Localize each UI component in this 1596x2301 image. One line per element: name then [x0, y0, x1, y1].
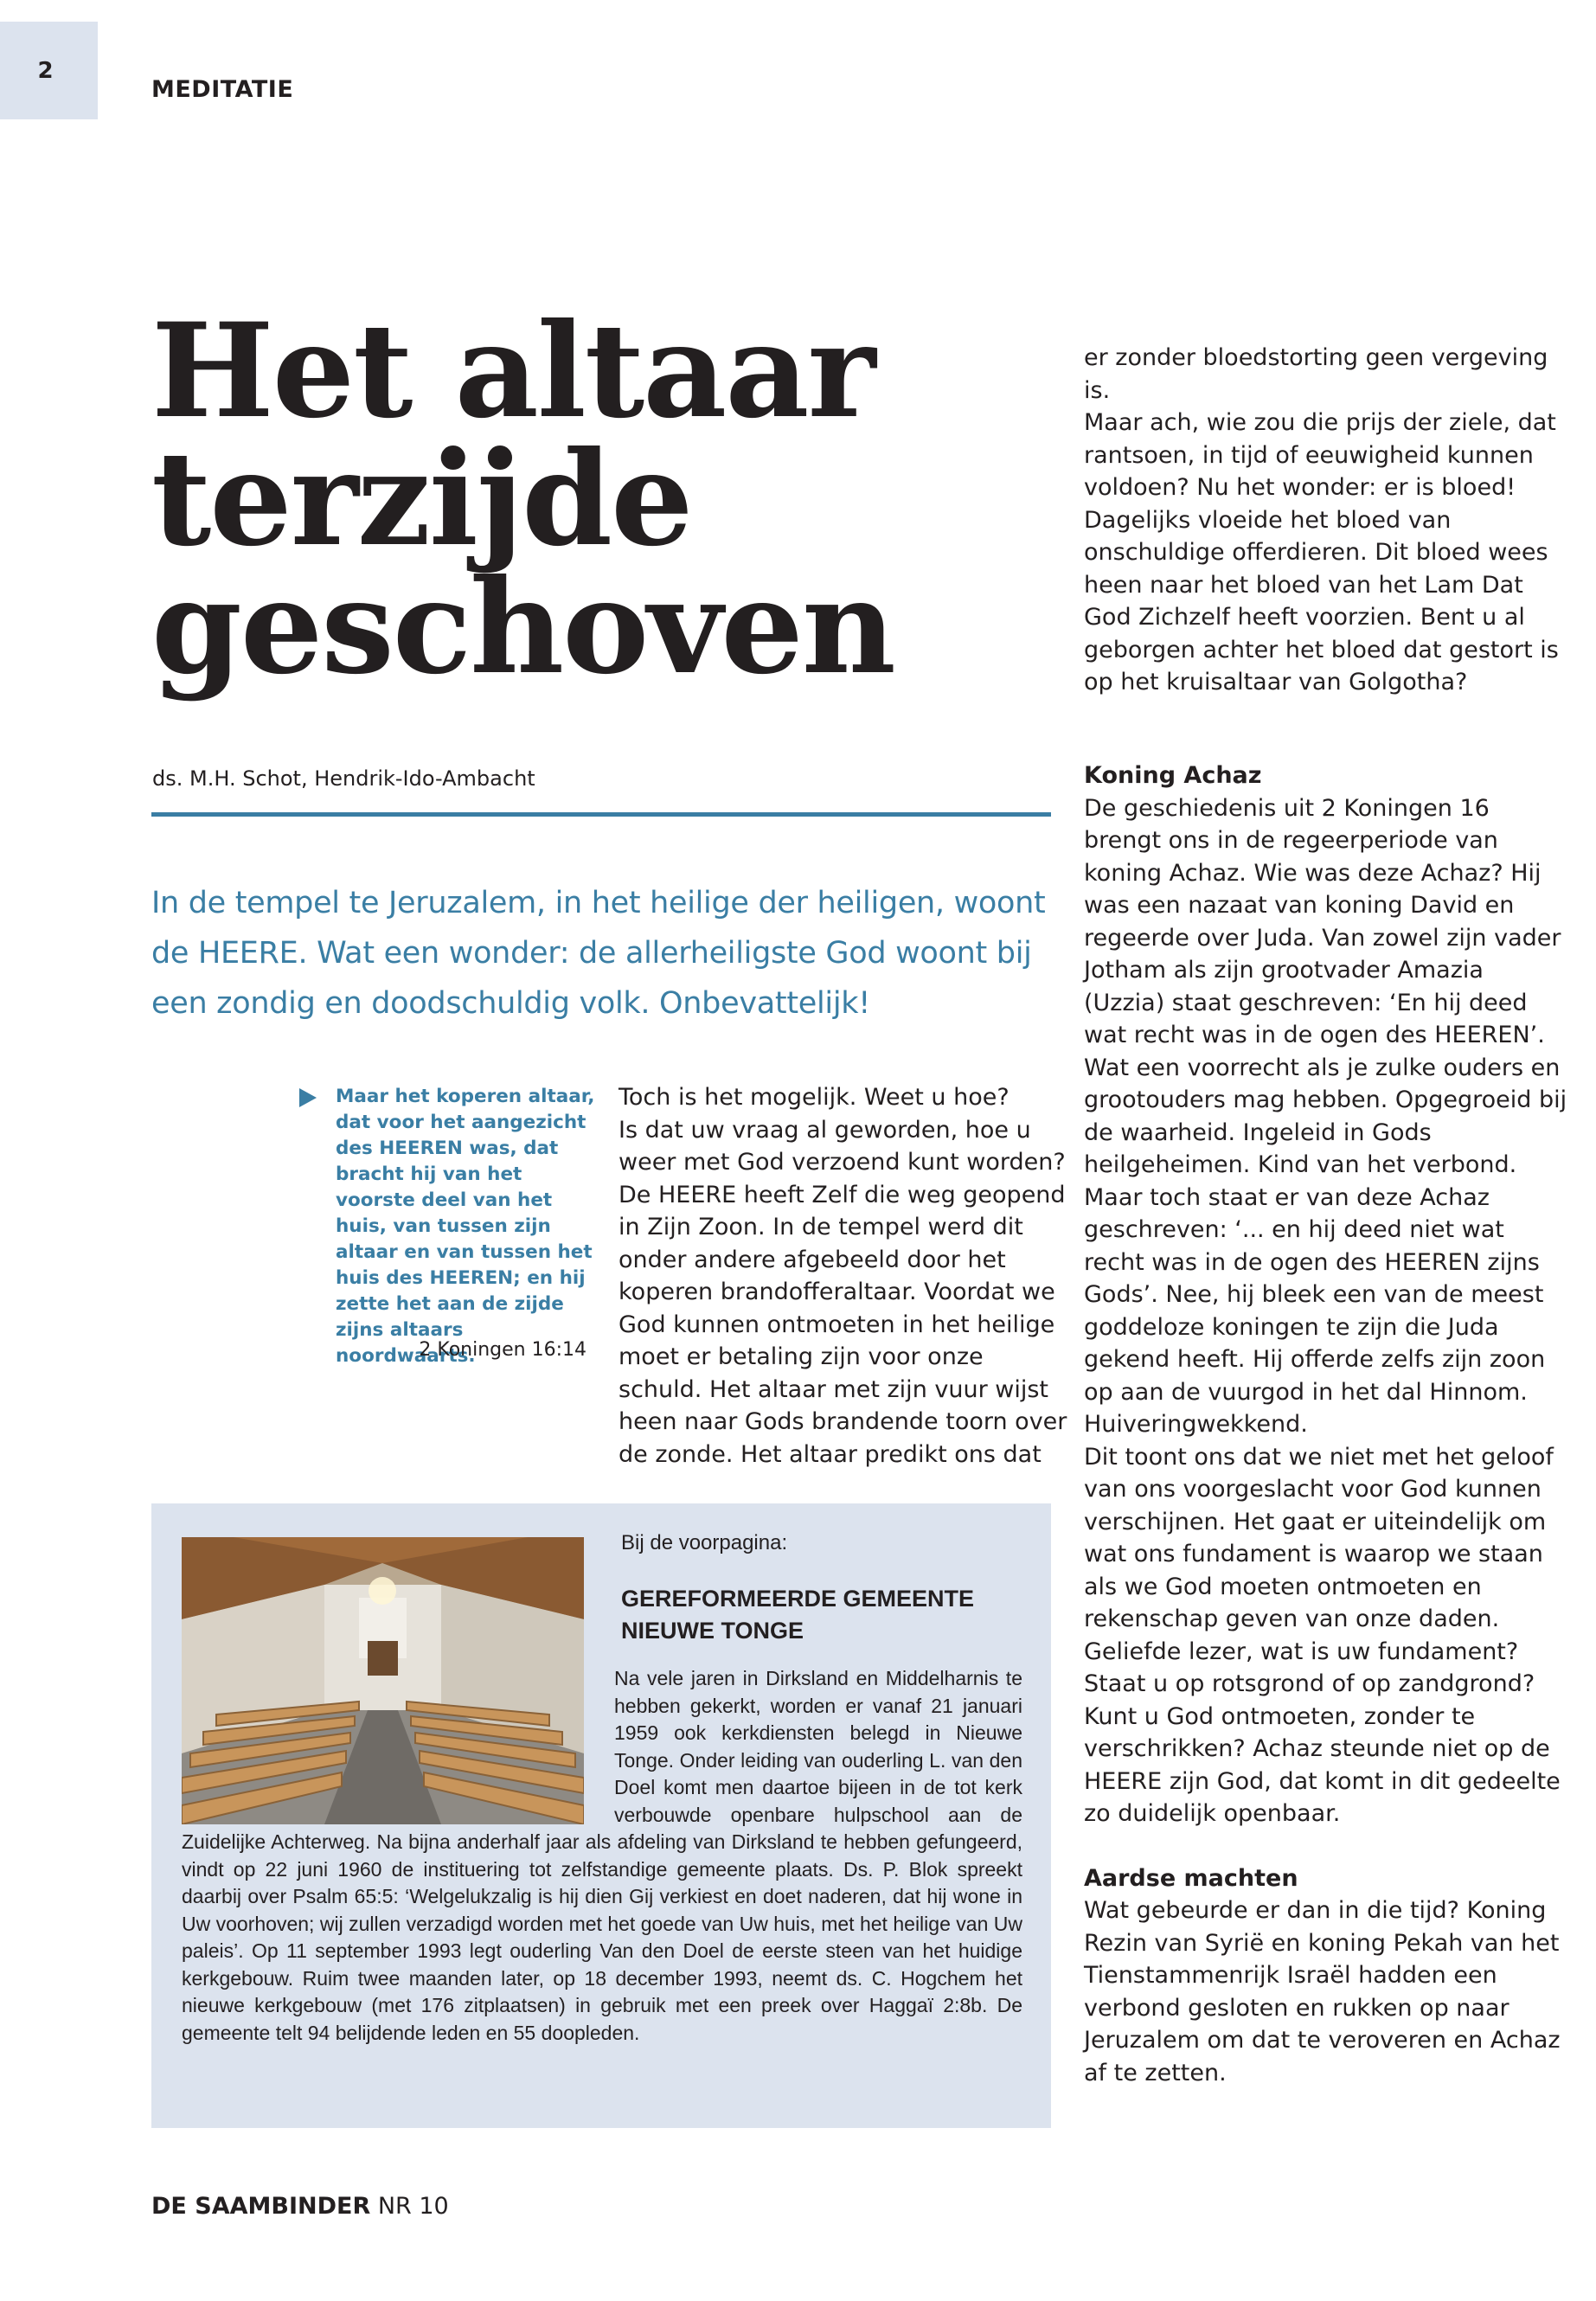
- body-column-right-top: er zonder bloedstorting geen vergeving is. Maar ach, wie zou die prijs der ziele, dat rantsoen, in tijd of eeuwigheid kunnen voldoen? Nu het wonder: er is bloed! Dagelijks vloeide het bloed van onschuldige offerdieren. Dit bloed wees heen naar het bloed van het Lam Dat God Zichzelf heeft voorzien. Bent u al geborgen achter het bloed dat gestort is op het kruisaltaar van Golgotha?: [1084, 344, 1559, 695]
- box-body-text: Na vele jaren in Dirksland en Middelharnis te hebben gekerkt, worden er vanaf 21 januari 1959 ook kerkdiensten belegd in Nieuwe Tonge. Onder leiding van ouderling L. van den Doel komt men daartoe bijeen in de tot kerk verbouwde openbare hulpschool aan de Zuidelijke Achterweg. Na bijna anderhalf jaar als afdeling van Dirksland te hebben gefungeerd, vindt op 22 juni 1960 de instituering tot zelfstandige gemeente plaats. Ds. P. Blok spreekt daarbij over Psalm 65:5: ‘Welgelukzalig is hij dien Gij verkiest en doet naderen, dat hij wone in Uw voorhoven; wij zullen verzadigd worden met het goede van Uw huis, met het heilige van Uw paleis’. Op 11 september 1993 legt ouderling Van den Doel de eerste steen van het huidige kerkgebouw. Ruim twee maanden later, op 18 december 1993, neemt ds. C. Hogchem het nieuwe kerkgebouw (met 176 zitplaatsen) in gebruik met een preek over Haggaï 2:8b. De gemeente telt 94 belijdende leden en 55 doopleden.: [182, 1667, 1022, 2044]
- title-line-2: terzijde: [151, 423, 692, 575]
- photo-spacer: [182, 1665, 614, 1823]
- box-text-wrap: [182, 1665, 1022, 2047]
- subheading-aardse-machten: Aardse machten: [1084, 1864, 1298, 1892]
- issue-number: NR 10: [377, 2193, 449, 2220]
- section-koning-achaz: De geschiedenis uit 2 Koningen 16 brengt ons in de regeerperiode van koning Achaz. Wie was deze Achaz? Hij was een nazaat van koning David en regeerde over Juda. Van zowel zijn vader Jotham als zijn grootvader Amazia (Uzzia) staat geschreven: ‘En hij deed wat recht was in de ogen des HEEREN’. Wat een voorrecht als je zulke ouders en grootouders mag hebben. Opgegroeid bij de waarheid. Ingeleid in Gods heilgeheimen. Kind van het verbond. Maar toch staat er van deze Achaz geschreven: ‘... en hij deed niet wat recht was in de ogen des HEEREN zijns Gods’. Nee, hij bleek een van de meest goddeloze koningen te zijn die Juda gekend heeft. Hij offerde zelfs zijn zoon op aan de vuurgod in het dal Hinnom. Huiveringwekkend. Dit toont ons dat we niet met het geloof van ons voorgeslacht voor God kunnen verschijnen. Het gaat er uiteindelijk om wat ons fundament is waarop we staan als we God moeten ontmoeten en rekenschap geven van onze daden. Geliefde lezer, wat is uw fundament? Staat u op rotsgrond of op zandgrond? Kunt u God ontmoeten, zonder te verschrikken? Achaz steunde niet op de HEERE zijn God, dat komt in dit gedeelte zo duidelijk openbaar.: [1084, 794, 1567, 1827]
- scripture-reference: 2 Koningen 16:14: [419, 1339, 586, 1361]
- title-line-1: Het altaar: [151, 295, 875, 447]
- paragraph-spacer: [1084, 1830, 1568, 1862]
- magazine-name: DE SAAMBINDER: [151, 2193, 371, 2220]
- subheading-koning-achaz: Koning Achaz: [1084, 762, 1262, 789]
- author-byline: ds. M.H. Schot, Hendrik-Ido-Ambacht: [152, 766, 535, 791]
- lead-paragraph: In de tempel te Jeruzalem, in het heilige der heiligen, woont de HEERE. Wat een wonder: de allerheiligste God woont bij een zondig en doodschuldig volk. Onbevattelijk!: [151, 886, 1046, 1021]
- divider-rule: [151, 812, 1051, 817]
- body-column-middle: Toch is het mogelijk. Weet u hoe? Is dat uw vraag al geworden, hoe u weer met God verzoend kunt worden? De HEERE heeft Zelf die weg geopend in Zijn Zoon. In de tempel werd dit onder andere afgebeeld door het koperen brandofferaltaar. Voordat we God kunnen ontmoeten in het heilige moet er betaling zijn voor onze schuld. Het altaar met zijn vuur wijst heen naar Gods brandende toorn over de zonde. Het altaar predikt ons dat: [619, 1084, 1067, 1468]
- page-footer: [151, 2193, 449, 2220]
- body-column-right: [1084, 760, 1568, 2089]
- box-heading: GEREFORMEERDE GEMEENTE NIEUWE TONGE: [621, 1586, 975, 1644]
- page-number: 2: [0, 22, 98, 119]
- box-intro-label: Bij de voorpagina:: [621, 1531, 788, 1554]
- scripture-quote: Maar het koperen altaar, dat voor het aangezicht des HEEREN was, dat bracht hij van het voorste deel van het huis, van tussen zijn altaar en van tussen het huis des HEEREN; en hij zette het aan de zijde zijns altaars noordwaarts.: [336, 1086, 595, 1367]
- article-title: [151, 295, 1051, 703]
- section-label: MEDITATIE: [151, 76, 294, 103]
- title-line-3: geschoven: [151, 551, 894, 703]
- section-aardse-machten: Wat gebeurde er dan in die tijd? Koning Rezin van Syrië en koning Pekah van het Tienstammenrijk Israël hadden een verbond gesloten en rukken op naar Jeruzalem om dat te veroveren en Achaz af te zetten.: [1084, 1897, 1561, 2086]
- triangle-bullet-icon: [299, 1088, 317, 1107]
